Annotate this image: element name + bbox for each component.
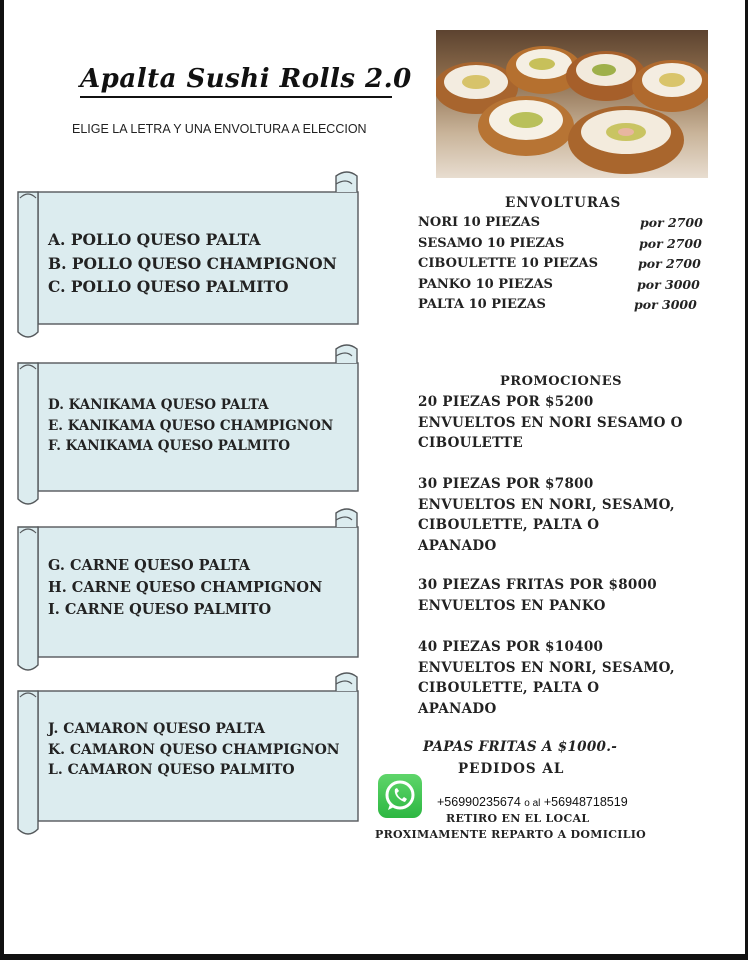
promociones-title: PROMOCIONES xyxy=(500,374,623,389)
phone-number-1[interactable]: +56990235674 xyxy=(437,795,521,809)
promo-line: APANADO xyxy=(418,537,497,554)
envolturas-title: ENVOLTURAS xyxy=(505,195,622,211)
envoltura-price: por 3000 xyxy=(637,276,700,292)
roll-scroll-kanikama xyxy=(14,343,362,513)
promo-line: CIBOULETTE, PALTA O xyxy=(418,517,600,533)
roll-option-h: H. CARNE QUESO CHAMPIGNON xyxy=(48,579,323,596)
promo-item xyxy=(418,474,718,556)
envoltura-row xyxy=(418,277,718,298)
roll-option-g: G. CARNE QUESO PALTA xyxy=(48,557,250,574)
roll-scroll-camaron xyxy=(14,671,362,843)
promo-line: 40 PIEZAS POR $10400 xyxy=(418,639,604,655)
envolturas-list xyxy=(418,215,718,318)
roll-scroll-pollo xyxy=(14,170,362,346)
envoltura-price: por 2700 xyxy=(639,235,702,251)
promo-line: ENVUELTOS EN NORI SESAMO O xyxy=(418,414,683,431)
envoltura-price: por 2700 xyxy=(638,256,701,271)
sushi-roll-front-2 xyxy=(568,106,684,174)
envoltura-row xyxy=(418,256,718,277)
promo-line: ENVUELTOS EN NORI, SESAMO, xyxy=(418,659,675,676)
sushi-roll-front-1 xyxy=(478,96,574,156)
promo-line: CIBOULETTE xyxy=(418,435,523,451)
envoltura-row xyxy=(418,215,718,236)
phone-number-2[interactable]: +56948718519 xyxy=(543,795,628,809)
roll-option-j: J. CAMARON QUESO PALTA xyxy=(48,721,265,737)
envoltura-name: PANKO 10 PIEZAS xyxy=(418,276,553,292)
envoltura-name: NORI 10 PIEZAS xyxy=(418,215,540,230)
roll-option-a: A. POLLO QUESO PALTA xyxy=(48,230,261,249)
roll-option-k: K. CAMARON QUESO CHAMPIGNON xyxy=(48,741,340,758)
phone-separator: o al xyxy=(524,798,541,809)
promo-line: 30 PIEZAS FRITAS POR $8000 xyxy=(418,577,657,593)
roll-option-b: B. POLLO QUESO CHAMPIGNON xyxy=(48,253,337,273)
pedidos-label: PEDIDOS AL xyxy=(458,761,565,777)
roll-option-d: D. KANIKAMA QUESO PALTA xyxy=(48,397,269,413)
roll-option-f: F. KANIKAMA QUESO PALMITO xyxy=(48,438,290,454)
envoltura-price: por 3000 xyxy=(634,297,697,312)
promo-item xyxy=(418,575,718,616)
roll-option-c: C. POLLO QUESO PALMITO xyxy=(48,277,289,296)
page-edge-left xyxy=(0,0,4,960)
promo-line: 30 PIEZAS POR $7800 xyxy=(418,476,594,492)
sushi-photo xyxy=(436,30,708,178)
envoltura-name: PALTA 10 PIEZAS xyxy=(418,297,546,312)
retiro-local-text: RETIRO EN EL LOCAL xyxy=(446,812,590,825)
promo-item xyxy=(418,637,718,719)
roll-option-l: L. CAMARON QUESO PALMITO xyxy=(48,762,295,778)
envoltura-name: SESAMO 10 PIEZAS xyxy=(418,235,565,251)
whatsapp-icon xyxy=(378,774,422,818)
envoltura-row xyxy=(418,297,718,318)
page-title: Apalta Sushi Rolls 2.0 xyxy=(80,64,392,98)
promo-line: ENVUELTOS EN NORI, SESAMO, xyxy=(418,496,675,513)
promo-item xyxy=(418,392,718,454)
reparto-domicilio-text: PROXIMAMENTE REPARTO A DOMICILIO xyxy=(375,828,647,841)
promo-line: CIBOULETTE, PALTA O xyxy=(418,680,600,696)
promo-line: 20 PIEZAS POR $5200 xyxy=(418,394,594,410)
papas-fritas-offer: PAPAS FRITAS A $1000.- xyxy=(423,739,618,755)
roll-scroll-carne xyxy=(14,507,362,679)
roll-option-i: I. CARNE QUESO PALMITO xyxy=(48,601,272,618)
page-subtitle: ELIGE LA LETRA Y UNA ENVOLTURA A ELECCION xyxy=(72,122,367,136)
envoltura-price: por 2700 xyxy=(640,215,703,230)
envoltura-name: CIBOULETTE 10 PIEZAS xyxy=(418,256,599,271)
promo-line: ENVUELTOS EN PANKO xyxy=(418,597,606,614)
roll-option-e: E. KANIKAMA QUESO CHAMPIGNON xyxy=(48,417,334,434)
envoltura-row xyxy=(418,236,718,257)
page-edge-bottom xyxy=(0,954,748,960)
phone-numbers xyxy=(437,795,628,809)
promo-line: APANADO xyxy=(418,700,497,717)
